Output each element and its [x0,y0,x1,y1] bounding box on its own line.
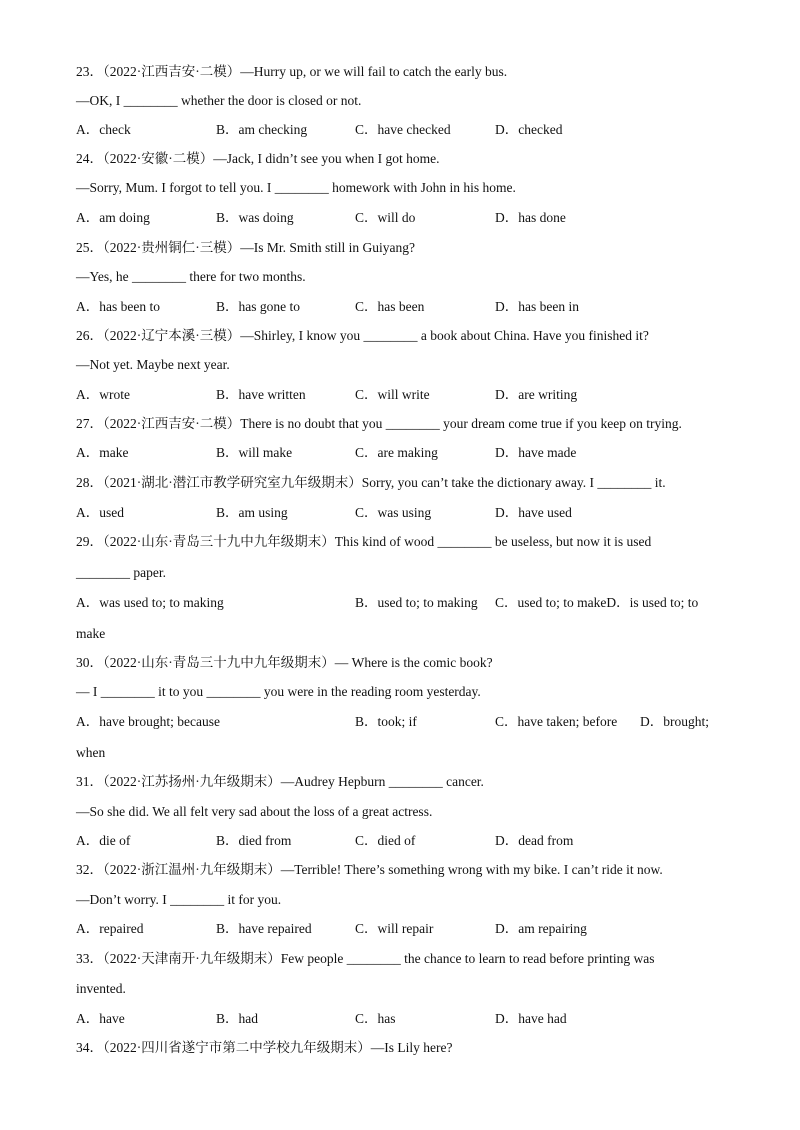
option-c[interactable]: C．have taken; before [495,714,618,729]
question-32-stem [76,861,663,879]
option-a[interactable]: A．am doing [76,210,150,225]
question-23-options [76,121,756,139]
question-33-stem [76,950,655,968]
question-text: （2022·浙江温州·九年级期末）—Terrible! There’s something wrong with my bike. I can’t ride it now. [103,862,663,877]
question-text: （2022·天津南开·九年级期末）Few people ________ the chance to learn to read before printing was [103,951,655,966]
question-26-options [76,386,756,404]
question-number: 25． [76,240,103,255]
option-a[interactable]: A．wrote [76,387,130,402]
option-a[interactable]: A．make [76,445,129,460]
question-26-dialogue: —Not yet. Maybe next year. [76,357,230,372]
question-number: 31． [76,774,103,789]
question-31-stem [76,773,484,791]
question-31-options [76,832,756,850]
question-text: （2022·四川省遂宁市第二中学校九年级期末）—Is Lily here? [103,1040,453,1055]
question-23-dialogue: —OK, I ________ whether the door is closed or not. [76,93,362,108]
option-a[interactable]: A．repaired [76,921,144,936]
option-b[interactable]: B．used to; to making [355,595,478,610]
question-24-dialogue: —Sorry, Mum. I forgot to tell you. I ________ homework with John in his home. [76,180,516,195]
question-number: 23． [76,64,103,79]
question-number: 29． [76,534,103,549]
option-d[interactable]: D．am repairing [495,921,587,936]
option-a[interactable]: A．die of [76,833,131,848]
option-a[interactable]: A．used [76,505,124,520]
option-c[interactable]: C．have checked [355,122,451,137]
option-wrap-text: make [76,626,106,641]
question-number: 34． [76,1040,103,1055]
question-28-stem [76,474,666,492]
question-30-options [76,713,756,731]
question-23-stem [76,63,507,81]
option-a[interactable]: A．have [76,1011,125,1026]
question-number: 28． [76,475,103,490]
option-c[interactable]: C．has [355,1011,396,1026]
question-27-stem [76,415,682,433]
question-29-options [76,594,756,612]
option-a[interactable]: A．check [76,122,131,137]
question-29-continuation: ________ paper. [76,565,166,580]
question-number: 30． [76,655,103,670]
question-30-stem [76,654,493,672]
option-d[interactable]: D．have made [495,445,577,460]
option-d[interactable]: D．have used [495,505,572,520]
option-a[interactable]: A．have brought; because [76,714,220,729]
option-b[interactable]: B．had [216,1011,258,1026]
question-33-options [76,1010,756,1028]
question-24-options [76,209,756,227]
option-d[interactable]: D．have had [495,1011,567,1026]
option-c[interactable]: C．are making [355,445,438,460]
option-d[interactable]: D．has done [495,210,566,225]
question-30-dialogue: — I ________ it to you ________ you were in the reading room yesterday. [76,684,481,699]
option-b[interactable]: B．will make [216,445,293,460]
option-b[interactable]: B．died from [216,833,292,848]
option-c[interactable]: C．will repair [355,921,434,936]
question-number: 32． [76,862,103,877]
option-d[interactable]: D．are writing [495,387,578,402]
option-d[interactable]: D．has been in [495,299,579,314]
option-a[interactable]: A．has been to [76,299,160,314]
question-32-options [76,920,756,938]
question-26-stem [76,327,649,345]
question-text: （2021·湖北·潜江市教学研究室九年级期末）Sorry, you can’t take the dictionary away. I ________ it. [103,475,666,490]
option-wrap-text: when [76,745,106,760]
question-25-dialogue: —Yes, he ________ there for two months. [76,269,306,284]
question-text: （2022·江苏扬州·九年级期末）—Audrey Hepburn ________ cancer. [103,774,484,789]
option-d[interactable]: D．dead from [495,833,574,848]
option-b[interactable]: B．have repaired [216,921,312,936]
question-text: （2022·辽宁本溪·三模）—Shirley, I know you ________ a book about China. Have you finished it? [103,328,649,343]
question-text: （2022·贵州铜仁·三模）—Is Mr. Smith still in Guiyang? [103,240,415,255]
option-b[interactable]: B．has gone to [216,299,300,314]
question-text: （2022·山东·青岛三十九中九年级期末）— Where is the comic book? [103,655,493,670]
option-a[interactable]: A．was used to; to making [76,595,224,610]
question-27-options [76,444,756,462]
question-25-options [76,298,756,316]
question-32-dialogue: —Don’t worry. I ________ it for you. [76,892,282,907]
question-text: （2022·安徽·二模）—Jack, I didn’t see you when I got home. [103,151,440,166]
question-text: （2022·山东·青岛三十九中九年级期末）This kind of wood ________ be useless, but now it is used [103,534,652,549]
option-c[interactable]: C．was using [355,505,432,520]
question-number: 26． [76,328,103,343]
option-c[interactable]: C．will do [355,210,416,225]
question-29-stem [76,533,651,551]
question-number: 33． [76,951,103,966]
option-b[interactable]: B．am checking [216,122,308,137]
question-25-stem [76,239,415,257]
question-31-dialogue: —So she did. We all felt very sad about the loss of a great actress. [76,804,433,819]
option-d[interactable]: D．checked [495,122,563,137]
question-text: （2022·江西吉安·二模）—Hurry up, or we will fail to catch the early bus. [103,64,508,79]
option-c[interactable]: C．has been [355,299,425,314]
option-c[interactable]: C．died of [355,833,416,848]
question-34-stem [76,1039,452,1057]
option-c-d[interactable]: C．used to; to makeD．is used to; to [495,595,699,610]
question-24-stem [76,150,439,168]
option-b[interactable]: B．am using [216,505,288,520]
question-33-continuation: invented. [76,981,126,996]
question-number: 24． [76,151,103,166]
question-28-options [76,504,756,522]
option-b[interactable]: B．took; if [355,714,417,729]
option-d[interactable]: D．brought; [640,714,709,729]
option-b[interactable]: B．was doing [216,210,294,225]
question-text: （2022·江西吉安·二模）There is no doubt that you ________ your dream come true if you keep on trying. [103,416,682,431]
option-b[interactable]: B．have written [216,387,306,402]
question-number: 27． [76,416,103,431]
option-c[interactable]: C．will write [355,387,430,402]
